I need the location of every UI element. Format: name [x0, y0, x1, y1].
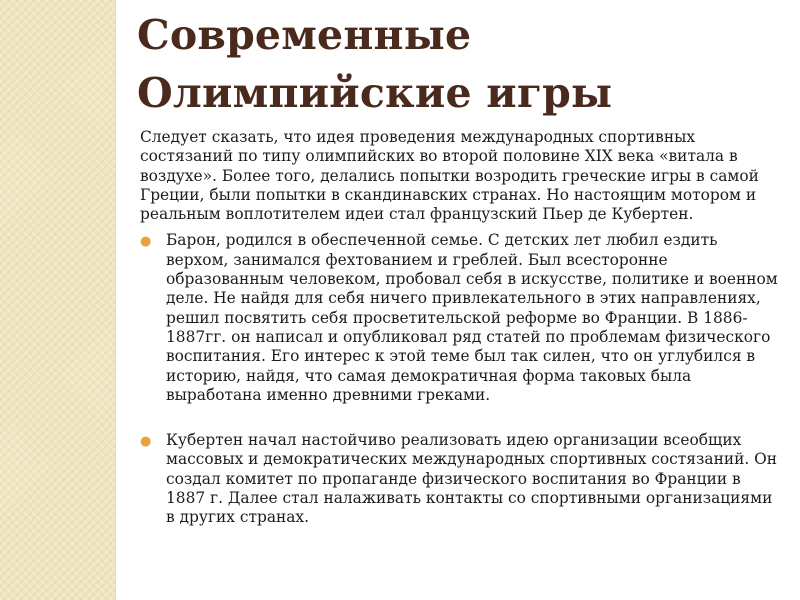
side-divider: [115, 0, 116, 600]
slide-title-line-2: Олимпийские игры: [137, 69, 613, 117]
bullet-paragraph-text: Кубертен начал настойчиво реализовать идею организации всеобщих массовых и демократических международных спортивных состязаний. Он создал комитет по пропаганде физического воспитания во Франции в 1887 г. Далее стал налаживать контакты со спортивными организациями в других странах.: [166, 431, 778, 527]
bullet-icon: ●: [140, 434, 152, 450]
bullet-icon: ●: [140, 234, 152, 250]
slide-body: [138, 128, 778, 528]
paragraph-spacer: [138, 224, 778, 231]
slide-title: [137, 6, 777, 122]
bullet-paragraph-text: Барон, родился в обеспеченной семье. С детских лет любил ездить верхом, занимался фехтованием и греблей. Был всесторонне образованным человеком, пробовал себя в искусстве, политике и военном деле. Не найдя для себя ничего привлекательного в этих направлениях, решил посвятить себя просветительской реформе во Франции. В 1886-1887гг. он написал и опубликовал ряд статей по проблемам физического воспитания. Его интерес к этой теме был так силен, что он углубился в историю, найдя, что самая демократичная форма таковых была выработана именно древними греками.: [166, 231, 778, 404]
bullet-paragraph-coubertin: [138, 431, 778, 527]
bullet-paragraph-baron: [138, 231, 778, 405]
decorative-side-band: [0, 0, 115, 600]
paragraph-spacer: [138, 405, 778, 431]
slide-title-line-1: Современные: [137, 11, 472, 59]
paragraph-intro: Следует сказать, что идея проведения международных спортивных состязаний по типу олимпийских во второй половине XIX века «витала в воздухе». Более того, делались попытки возродить греческие игры в самой Греции, были попытки в скандинавских странах. Но настоящим мотором и реальным воплотителем идеи стал французский Пьер де Кубертен.: [140, 128, 759, 224]
